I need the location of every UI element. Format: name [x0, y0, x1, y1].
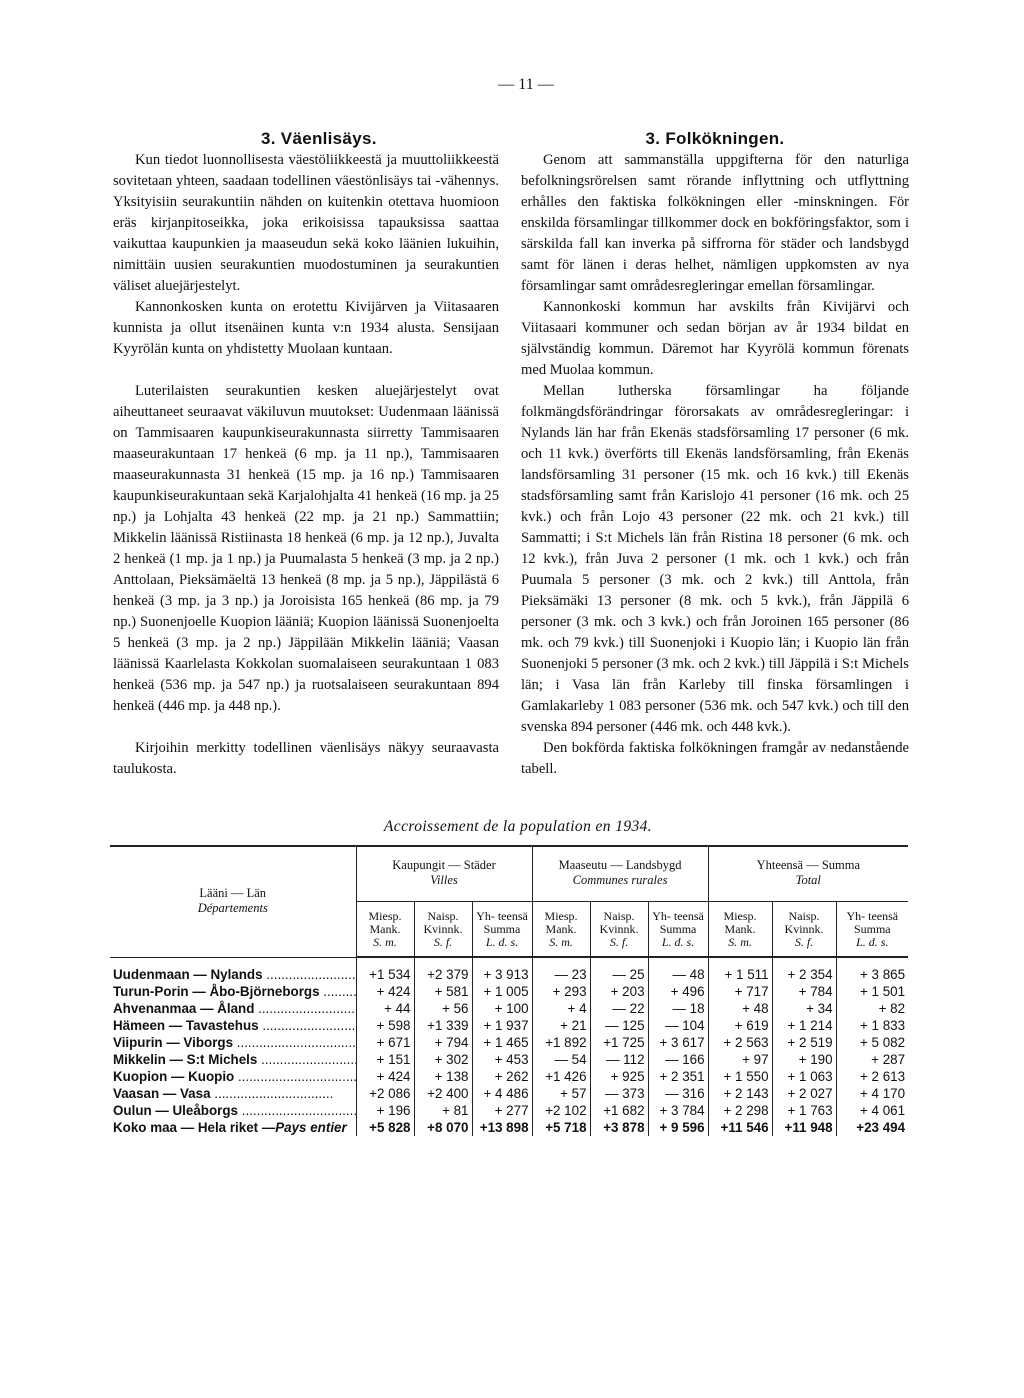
lan-header-text: Lääni — Län [199, 885, 267, 900]
row-name [110, 1017, 356, 1034]
finnish-heading: 3. Väenlisäys. [261, 129, 377, 148]
row-name-text: Turun-Porin — Åbo-Björneborgs ..... [113, 984, 356, 999]
table-cell: + 57 [532, 1085, 590, 1102]
swedish-paragraph-3: Mellan lutherska församlingar ha följande folkmängdsförändringar förorsakats av områdesregleringar: i Nylands län har från Ekenäs stadsförsamling 17 personer (6 mk. och 11 kvk.) överförts till Ekenäs landsförsamling, från Ekenäs landsförsamling 31 personer (15 mk. och 16 kvk.) till Ekenäs stadsförsamling samt från Karislojo 41 personer (16 mk. och 25 kvk.) och från Lojo 43 personer (22 mk. och 21 kvk.) till Sammatti; i S:t Michels län från Ristina 18 personer (6 mk. och 12 kvk.), från Juva 2 personer (1 mk. och 1 kvk.) och från Puumala 5 personer (3 mk. och 2 kvk.) till Anttola, från Pieksämäki 13 personer (8 mk. och 5 kvk.), från Jäppilä 6 personer (3 mk. och 3 kvk.) och från Joroinen 165 personer (86 mk. och 79 kvk.) till Suonenjoki i Kuopio län; i Kuopio län från Suonenjoki 5 personer (3 mk. och 2 kvk.) till Jäppilä i S:t Michels län; i Vasa län från Karleby till finska församlingen i Gamlakarleby 1 083 personer (536 mk. och 547 kvk.) och till den svenska 894 personer (446 mk. och 448 kvk.). [521, 383, 909, 735]
table-cell: — 104 [648, 1017, 708, 1034]
table-row [110, 1017, 908, 1034]
table-cell: + 277 [472, 1102, 532, 1119]
table-cell: + 293 [532, 983, 590, 1000]
table-cell: + 1 833 [836, 1017, 908, 1034]
row-name [110, 983, 356, 1000]
table-cell: + 1 005 [472, 983, 532, 1000]
total-header-label: Yh- teensä Summa [652, 908, 704, 936]
total-cell: +3 878 [590, 1119, 648, 1136]
table-cell: + 424 [356, 1068, 414, 1085]
table-cell: — 316 [648, 1085, 708, 1102]
total-cell: +13 898 [472, 1119, 532, 1136]
row-name [110, 1051, 356, 1068]
group-title: Maaseutu — Landsbygd [558, 858, 682, 872]
finnish-paragraph-4: Kirjoihin merkitty todellinen väenlisäys näkyy seuraavasta taulukosta. [113, 740, 499, 777]
table-cell: + 5 082 [836, 1034, 908, 1051]
population-table [110, 845, 908, 1136]
finnish-paragraph-3: Luterilaisten seurakuntien kesken aluejärjestelyt ovat aiheuttaneet seuraavat väkiluvun muutokset: Uudenmaan läänissä on Tammisaaren kaupunkiseurakunnasta siirretty Tammisaaren maaseurakuntaan 17 henkeä (6 mp. ja 11 np.), Tammisaaren maaseurakunnasta 31 henkeä (15 mp. ja 16 np.) Tammisaaren kaupunkiseurakuntaan sekä Karjalohjalta 41 henkeä (16 mp. ja 25 np.) ja Lohjalta 43 henkeä (22 mp. ja 21 np.) Sammattiin; Mikkelin läänissä Ristiinasta 18 henkeä (6 mp. ja 12 np.), Juvalta 2 henkeä (1 mp. ja 1 np.) ja Puumalasta 5 henkeä (3 mp. ja 2 np.) Anttolaan, Pieksämäeltä 13 henkeä (8 mp. ja 5 np.), Jäppilästä 6 henkeä (3 mp. ja 3 np.) ja Joroisista 165 henkeä (86 mp. ja 79 np.) Suonenjoelle Kuopion lääniä; Kuopion läänissä Suonenjoelta 5 henkeä (3 mp. ja 2 np.) Jäppilään Mikkelin lääniä; Vaasan läänissä Kaarlelasta Kokkolan suomalaiseen seurakuntaan 1 083 henkeä (536 mp. ja 547 np.) ja ruotsalaiseen seurakuntaan 894 henkeä (446 mp. ja 448 np.). [113, 383, 499, 714]
table-cell: + 496 [648, 983, 708, 1000]
table-body [110, 957, 908, 1136]
row-name-text: Vaasan — Vasa ..... [113, 1086, 333, 1101]
table-cell: +1 339 [414, 1017, 472, 1034]
table-cell: + 2 298 [708, 1102, 772, 1119]
male-header [356, 902, 414, 958]
table-cell: + 151 [356, 1051, 414, 1068]
table-cell: + 3 617 [648, 1034, 708, 1051]
table-cell: + 1 511 [708, 957, 772, 983]
total-row [110, 1119, 908, 1136]
row-name-text: Ahvenanmaa — Åland ..... [113, 1001, 356, 1016]
table-cell: + 619 [708, 1017, 772, 1034]
total-header-label-fr: L. d. s. [661, 934, 695, 949]
table-row [110, 957, 908, 983]
row-name-text: Oulun — Uleåborgs ..... [113, 1103, 356, 1118]
table-cell: +1 534 [356, 957, 414, 983]
female-header-label: Naisp. Kvinnk. [784, 908, 824, 936]
group-header-total [708, 845, 908, 902]
table-cell: + 302 [414, 1051, 472, 1068]
total-name-fi: Koko maa — Hela riket — [113, 1120, 276, 1135]
table-cell: + 1 763 [772, 1102, 836, 1119]
table-cell: — 18 [648, 1000, 708, 1017]
row-name-text: Viipurin — Viborgs ..... [113, 1035, 356, 1050]
male-header-label-fr: S. m. [373, 934, 397, 949]
row-name-text: Mikkelin — S:t Michels ..... [113, 1052, 356, 1067]
table-row [110, 983, 908, 1000]
total-cell: +11 546 [708, 1119, 772, 1136]
row-name-text: Uudenmaan — Nylands ..... [113, 967, 356, 982]
table-row [110, 1051, 908, 1068]
total-header-label: Yh- teensä Summa [846, 908, 899, 936]
row-name [110, 1000, 356, 1017]
total-cell: +5 718 [532, 1119, 590, 1136]
table-cell: + 81 [414, 1102, 472, 1119]
table-row [110, 1000, 908, 1017]
table-cell: + 196 [356, 1102, 414, 1119]
group-header-cities [356, 845, 532, 902]
total-header-label-fr: L. d. s. [856, 934, 889, 949]
group-title-fr: Villes [430, 873, 458, 887]
swedish-heading: 3. Folkökningen. [645, 129, 785, 148]
female-header-label-fr: S. f. [433, 934, 453, 949]
table-cell: — 54 [532, 1051, 590, 1068]
lan-header-fr: Départements [197, 900, 268, 915]
page-number: — 11 — [498, 76, 554, 93]
finnish-paragraph-1: Kun tiedot luonnollisesta väestöliikkeestä ja muuttoliikkeestä sovitetaan yhteen, saadaan todellinen väestönlisäys tai -vähennys. Yksityisiin seurakuntiin nähden on kuitenkin otettava huomioon eräs kirjanpitoseikka, joka erikoisissa tapauksissa saattaa vaikuttaa kaupunkien ja maaseudun sekä koko läänien lukuihin, nimittäin uusien seurakuntien muodostuminen ja seurakuntien väliset aluejärjestelyt. [113, 152, 499, 294]
table-cell: + 44 [356, 1000, 414, 1017]
table-cell: + 82 [836, 1000, 908, 1017]
male-header-label-fr: S. m. [728, 934, 752, 949]
total-header [648, 902, 708, 958]
lan-column-header [110, 845, 356, 957]
table-cell: + 717 [708, 983, 772, 1000]
female-header [590, 902, 648, 958]
total-header [472, 902, 532, 958]
table-cell: + 794 [414, 1034, 472, 1051]
table-cell: + 48 [708, 1000, 772, 1017]
table-caption: Accroissement de la population en 1934. [383, 818, 653, 835]
row-name [110, 1102, 356, 1119]
swedish-paragraph-1: Genom att sammanställa uppgifterna för den naturliga befolkningsrörelsen samt rörande inflyttning och utflyttning erhålles den faktiska folkökningen eller -minskningen. För enskilda församlingar tillkommer dock en bokföringsfaktor, som i särskilda fall kan inverka på siffrorna för städer och landsbygd samt för länen i deras helhet, nämligen uppkomsten av nya församlingar samt områdesregleringar emellan församlingar. [521, 152, 909, 294]
total-name-fr: Pays entier [275, 1120, 347, 1135]
table-cell: + 56 [414, 1000, 472, 1017]
table-cell: — 48 [648, 957, 708, 983]
table-row [110, 1085, 908, 1102]
table-cell: + 100 [472, 1000, 532, 1017]
table-cell: + 34 [772, 1000, 836, 1017]
row-name [110, 1068, 356, 1085]
table-cell: + 2 143 [708, 1085, 772, 1102]
table-cell: + 453 [472, 1051, 532, 1068]
total-cell: +5 828 [356, 1119, 414, 1136]
table-cell: + 2 354 [772, 957, 836, 983]
table-cell: + 784 [772, 983, 836, 1000]
table-cell: +1 682 [590, 1102, 648, 1119]
table-cell: +1 725 [590, 1034, 648, 1051]
table-cell: + 1 465 [472, 1034, 532, 1051]
table-cell: + 2 519 [772, 1034, 836, 1051]
table-cell: + 2 613 [836, 1068, 908, 1085]
female-header-label: Naisp. Kvinnk. [599, 908, 639, 936]
table-cell: +1 426 [532, 1068, 590, 1085]
table-cell: — 166 [648, 1051, 708, 1068]
row-name-text: Hämeen — Tavastehus ..... [113, 1018, 356, 1033]
total-cell: +8 070 [414, 1119, 472, 1136]
swedish-paragraph-4: Den bokförda faktiska folkökningen framgår av nedanstående tabell. [521, 740, 909, 777]
male-header-label: Miesp. Mank. [544, 908, 578, 936]
total-cell: +23 494 [836, 1119, 908, 1136]
row-name [110, 1034, 356, 1051]
total-header-label: Yh- teensä Summa [476, 908, 528, 936]
table-cell: + 2 027 [772, 1085, 836, 1102]
table-cell: + 671 [356, 1034, 414, 1051]
table-cell: — 22 [590, 1000, 648, 1017]
swedish-column [521, 128, 909, 780]
table-cell: + 1 501 [836, 983, 908, 1000]
total-header-label-fr: L. d. s. [485, 934, 519, 949]
total-cell: + 9 596 [648, 1119, 708, 1136]
table-cell: + 1 214 [772, 1017, 836, 1034]
table-cell: + 925 [590, 1068, 648, 1085]
table-row [110, 1102, 908, 1119]
group-title: Kaupungit — Städer [392, 858, 496, 872]
table-cell: + 138 [414, 1068, 472, 1085]
table-cell: + 21 [532, 1017, 590, 1034]
table-cell: + 190 [772, 1051, 836, 1068]
table-cell: + 1 937 [472, 1017, 532, 1034]
table-cell: + 2 563 [708, 1034, 772, 1051]
table-cell: + 4 061 [836, 1102, 908, 1119]
group-title: Yhteensä — Summa [756, 858, 861, 872]
table-cell: +2 379 [414, 957, 472, 983]
table-cell: + 4 [532, 1000, 590, 1017]
total-cell: +11 948 [772, 1119, 836, 1136]
male-header [708, 902, 772, 958]
table-row [110, 1068, 908, 1085]
table-cell: + 4 486 [472, 1085, 532, 1102]
table-cell: + 598 [356, 1017, 414, 1034]
row-name-text: Kuopion — Kuopio ..... [113, 1069, 356, 1084]
table-cell: +2 102 [532, 1102, 590, 1119]
row-name [110, 957, 356, 983]
finnish-paragraph-2: Kannonkosken kunta on erotettu Kivijärven ja Viitasaaren kunnista ja ollut itsenäinen kunta v:n 1934 alusta. Sensijaan Kyyrölän kunta on yhdistetty Muolaan kuntaan. [113, 299, 499, 357]
table-cell: + 203 [590, 983, 648, 1000]
male-header-label-fr: S. m. [549, 934, 573, 949]
table-cell: + 581 [414, 983, 472, 1000]
male-header-label: Miesp. Mank. [368, 908, 402, 936]
table-cell: + 3 913 [472, 957, 532, 983]
table-cell: + 3 865 [836, 957, 908, 983]
table-row [110, 1034, 908, 1051]
female-header-label-fr: S. f. [609, 934, 629, 949]
table-cell: + 1 550 [708, 1068, 772, 1085]
group-title-fr: Communes rurales [572, 873, 668, 887]
female-header-label: Naisp. Kvinnk. [423, 908, 463, 936]
table-cell: + 2 351 [648, 1068, 708, 1085]
female-header-label-fr: S. f. [794, 934, 814, 949]
table-cell: +1 892 [532, 1034, 590, 1051]
table-cell: + 97 [708, 1051, 772, 1068]
finnish-column [113, 128, 499, 780]
total-header [836, 902, 908, 958]
male-header [532, 902, 590, 958]
table-cell: + 4 170 [836, 1085, 908, 1102]
table-cell: — 23 [532, 957, 590, 983]
table-cell: — 125 [590, 1017, 648, 1034]
female-header [772, 902, 836, 958]
row-name [110, 1085, 356, 1102]
group-title-fr: Total [795, 873, 821, 887]
table-cell: — 373 [590, 1085, 648, 1102]
male-header-label: Miesp. Mank. [723, 908, 757, 936]
table-cell: +2 086 [356, 1085, 414, 1102]
table-cell: — 112 [590, 1051, 648, 1068]
group-header-rural [532, 845, 708, 902]
table-cell: + 1 063 [772, 1068, 836, 1085]
table-cell: +2 400 [414, 1085, 472, 1102]
table-cell: + 287 [836, 1051, 908, 1068]
table-cell: + 424 [356, 983, 414, 1000]
total-row-name [110, 1119, 356, 1136]
table-cell: — 25 [590, 957, 648, 983]
swedish-paragraph-2: Kannonkoski kommun har avskilts från Kivijärvi och Viitasaari kommuner och sedan början av år 1934 bildat en självständig kommun. Däremot har Kyyrölä kommun förenats med Muolaa kommun. [521, 299, 909, 378]
female-header [414, 902, 472, 958]
table-cell: + 262 [472, 1068, 532, 1085]
table-cell: + 3 784 [648, 1102, 708, 1119]
